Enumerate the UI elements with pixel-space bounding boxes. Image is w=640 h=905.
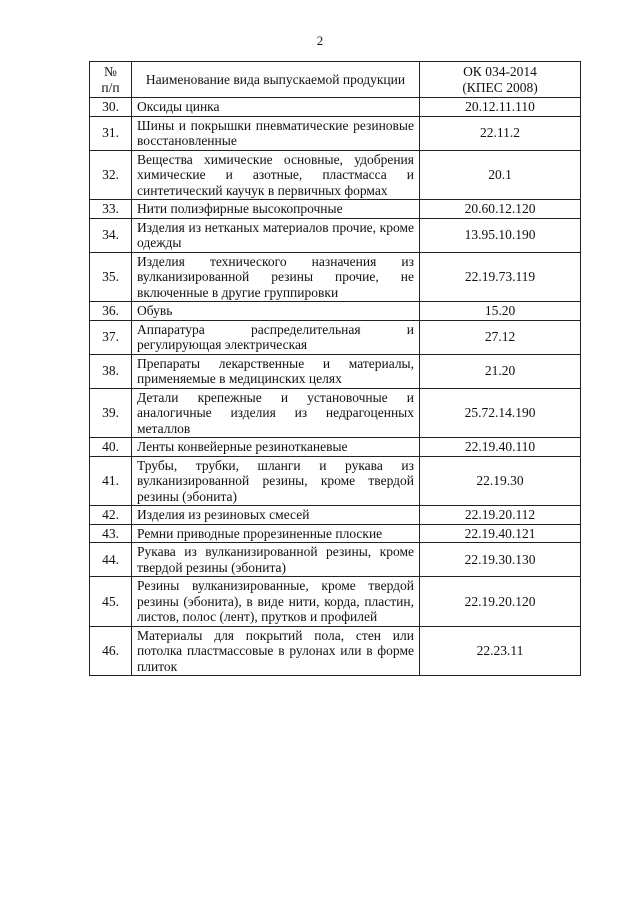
product-name: Оксиды цинка	[132, 98, 420, 117]
table-row	[90, 456, 581, 506]
table-row	[90, 252, 581, 302]
product-name: Ленты конвейерные резинотканевые	[132, 438, 420, 457]
row-number: 43.	[90, 524, 132, 543]
header-name: Наименование вида выпускаемой продукции	[132, 62, 420, 98]
okpd-code: 22.19.73.119	[420, 252, 581, 302]
product-name: Нити полиэфирные высокопрочные	[132, 200, 420, 219]
table-row	[90, 524, 581, 543]
header-num: № п/п	[90, 62, 132, 98]
product-name: Детали крепежные и установочные и аналогичные изделия из недрагоценных металлов	[132, 388, 420, 438]
table-header-row	[90, 62, 581, 98]
row-number: 46.	[90, 626, 132, 676]
okpd-code: 21.20	[420, 354, 581, 388]
okpd-code: 27.12	[420, 320, 581, 354]
okpd-code: 20.60.12.120	[420, 200, 581, 219]
header-code: ОК 034-2014 (КПЕС 2008)	[420, 62, 581, 98]
table-row	[90, 577, 581, 627]
okpd-code: 20.12.11.110	[420, 98, 581, 117]
table-body	[90, 98, 581, 676]
products-table	[89, 61, 581, 676]
product-name: Обувь	[132, 302, 420, 321]
row-number: 41.	[90, 456, 132, 506]
row-number: 44.	[90, 543, 132, 577]
okpd-code: 13.95.10.190	[420, 218, 581, 252]
row-number: 32.	[90, 150, 132, 200]
product-name: Препараты лекарственные и материалы, применяемые в медицинских целях	[132, 354, 420, 388]
table-row	[90, 116, 581, 150]
table-row	[90, 354, 581, 388]
okpd-code: 22.19.20.112	[420, 506, 581, 525]
okpd-code: 22.11.2	[420, 116, 581, 150]
table-row	[90, 388, 581, 438]
row-number: 42.	[90, 506, 132, 525]
okpd-code: 22.19.30	[420, 456, 581, 506]
product-name: Трубы, трубки, шланги и рукава из вулканизированной резины, кроме твердой резины (эбонита)	[132, 456, 420, 506]
table-row	[90, 626, 581, 676]
page-number: 2	[316, 33, 324, 48]
table-row	[90, 506, 581, 525]
row-number: 40.	[90, 438, 132, 457]
row-number: 45.	[90, 577, 132, 627]
okpd-code: 22.19.30.130	[420, 543, 581, 577]
product-name: Изделия из нетканых материалов прочие, кроме одежды	[132, 218, 420, 252]
product-name: Ремни приводные прорезиненные плоские	[132, 524, 420, 543]
product-name: Аппаратура распределительная и регулирующая электрическая	[132, 320, 420, 354]
product-name: Рукава из вулканизированной резины, кроме твердой резины (эбонита)	[132, 543, 420, 577]
okpd-code: 20.1	[420, 150, 581, 200]
row-number: 33.	[90, 200, 132, 219]
table-row	[90, 320, 581, 354]
okpd-code: 25.72.14.190	[420, 388, 581, 438]
product-name: Изделия из резиновых смесей	[132, 506, 420, 525]
okpd-code: 22.19.40.110	[420, 438, 581, 457]
product-name: Вещества химические основные, удобрения химические и азотные, пластмасса и синтетический каучук в первичных формах	[132, 150, 420, 200]
row-number: 35.	[90, 252, 132, 302]
okpd-code: 22.19.40.121	[420, 524, 581, 543]
row-number: 39.	[90, 388, 132, 438]
product-name: Шины и покрышки пневматические резиновые восстановленные	[132, 116, 420, 150]
product-name: Резины вулканизированные, кроме твердой резины (эбонита), в виде нити, корда, пластин, листов, полос (лент), прутков и профилей	[132, 577, 420, 627]
table-row	[90, 200, 581, 219]
product-name: Изделия технического назначения из вулканизированной резины прочие, не включенные в другие группировки	[132, 252, 420, 302]
table-row	[90, 438, 581, 457]
okpd-code: 22.23.11	[420, 626, 581, 676]
table-row	[90, 218, 581, 252]
row-number: 38.	[90, 354, 132, 388]
table-row	[90, 98, 581, 117]
row-number: 31.	[90, 116, 132, 150]
row-number: 30.	[90, 98, 132, 117]
row-number: 36.	[90, 302, 132, 321]
okpd-code: 22.19.20.120	[420, 577, 581, 627]
row-number: 34.	[90, 218, 132, 252]
table-row	[90, 543, 581, 577]
okpd-code: 15.20	[420, 302, 581, 321]
row-number: 37.	[90, 320, 132, 354]
product-name: Материалы для покрытий пола, стен или потолка пластмассовые в рулонах или в форме плиток	[132, 626, 420, 676]
table-row	[90, 302, 581, 321]
table-row	[90, 150, 581, 200]
